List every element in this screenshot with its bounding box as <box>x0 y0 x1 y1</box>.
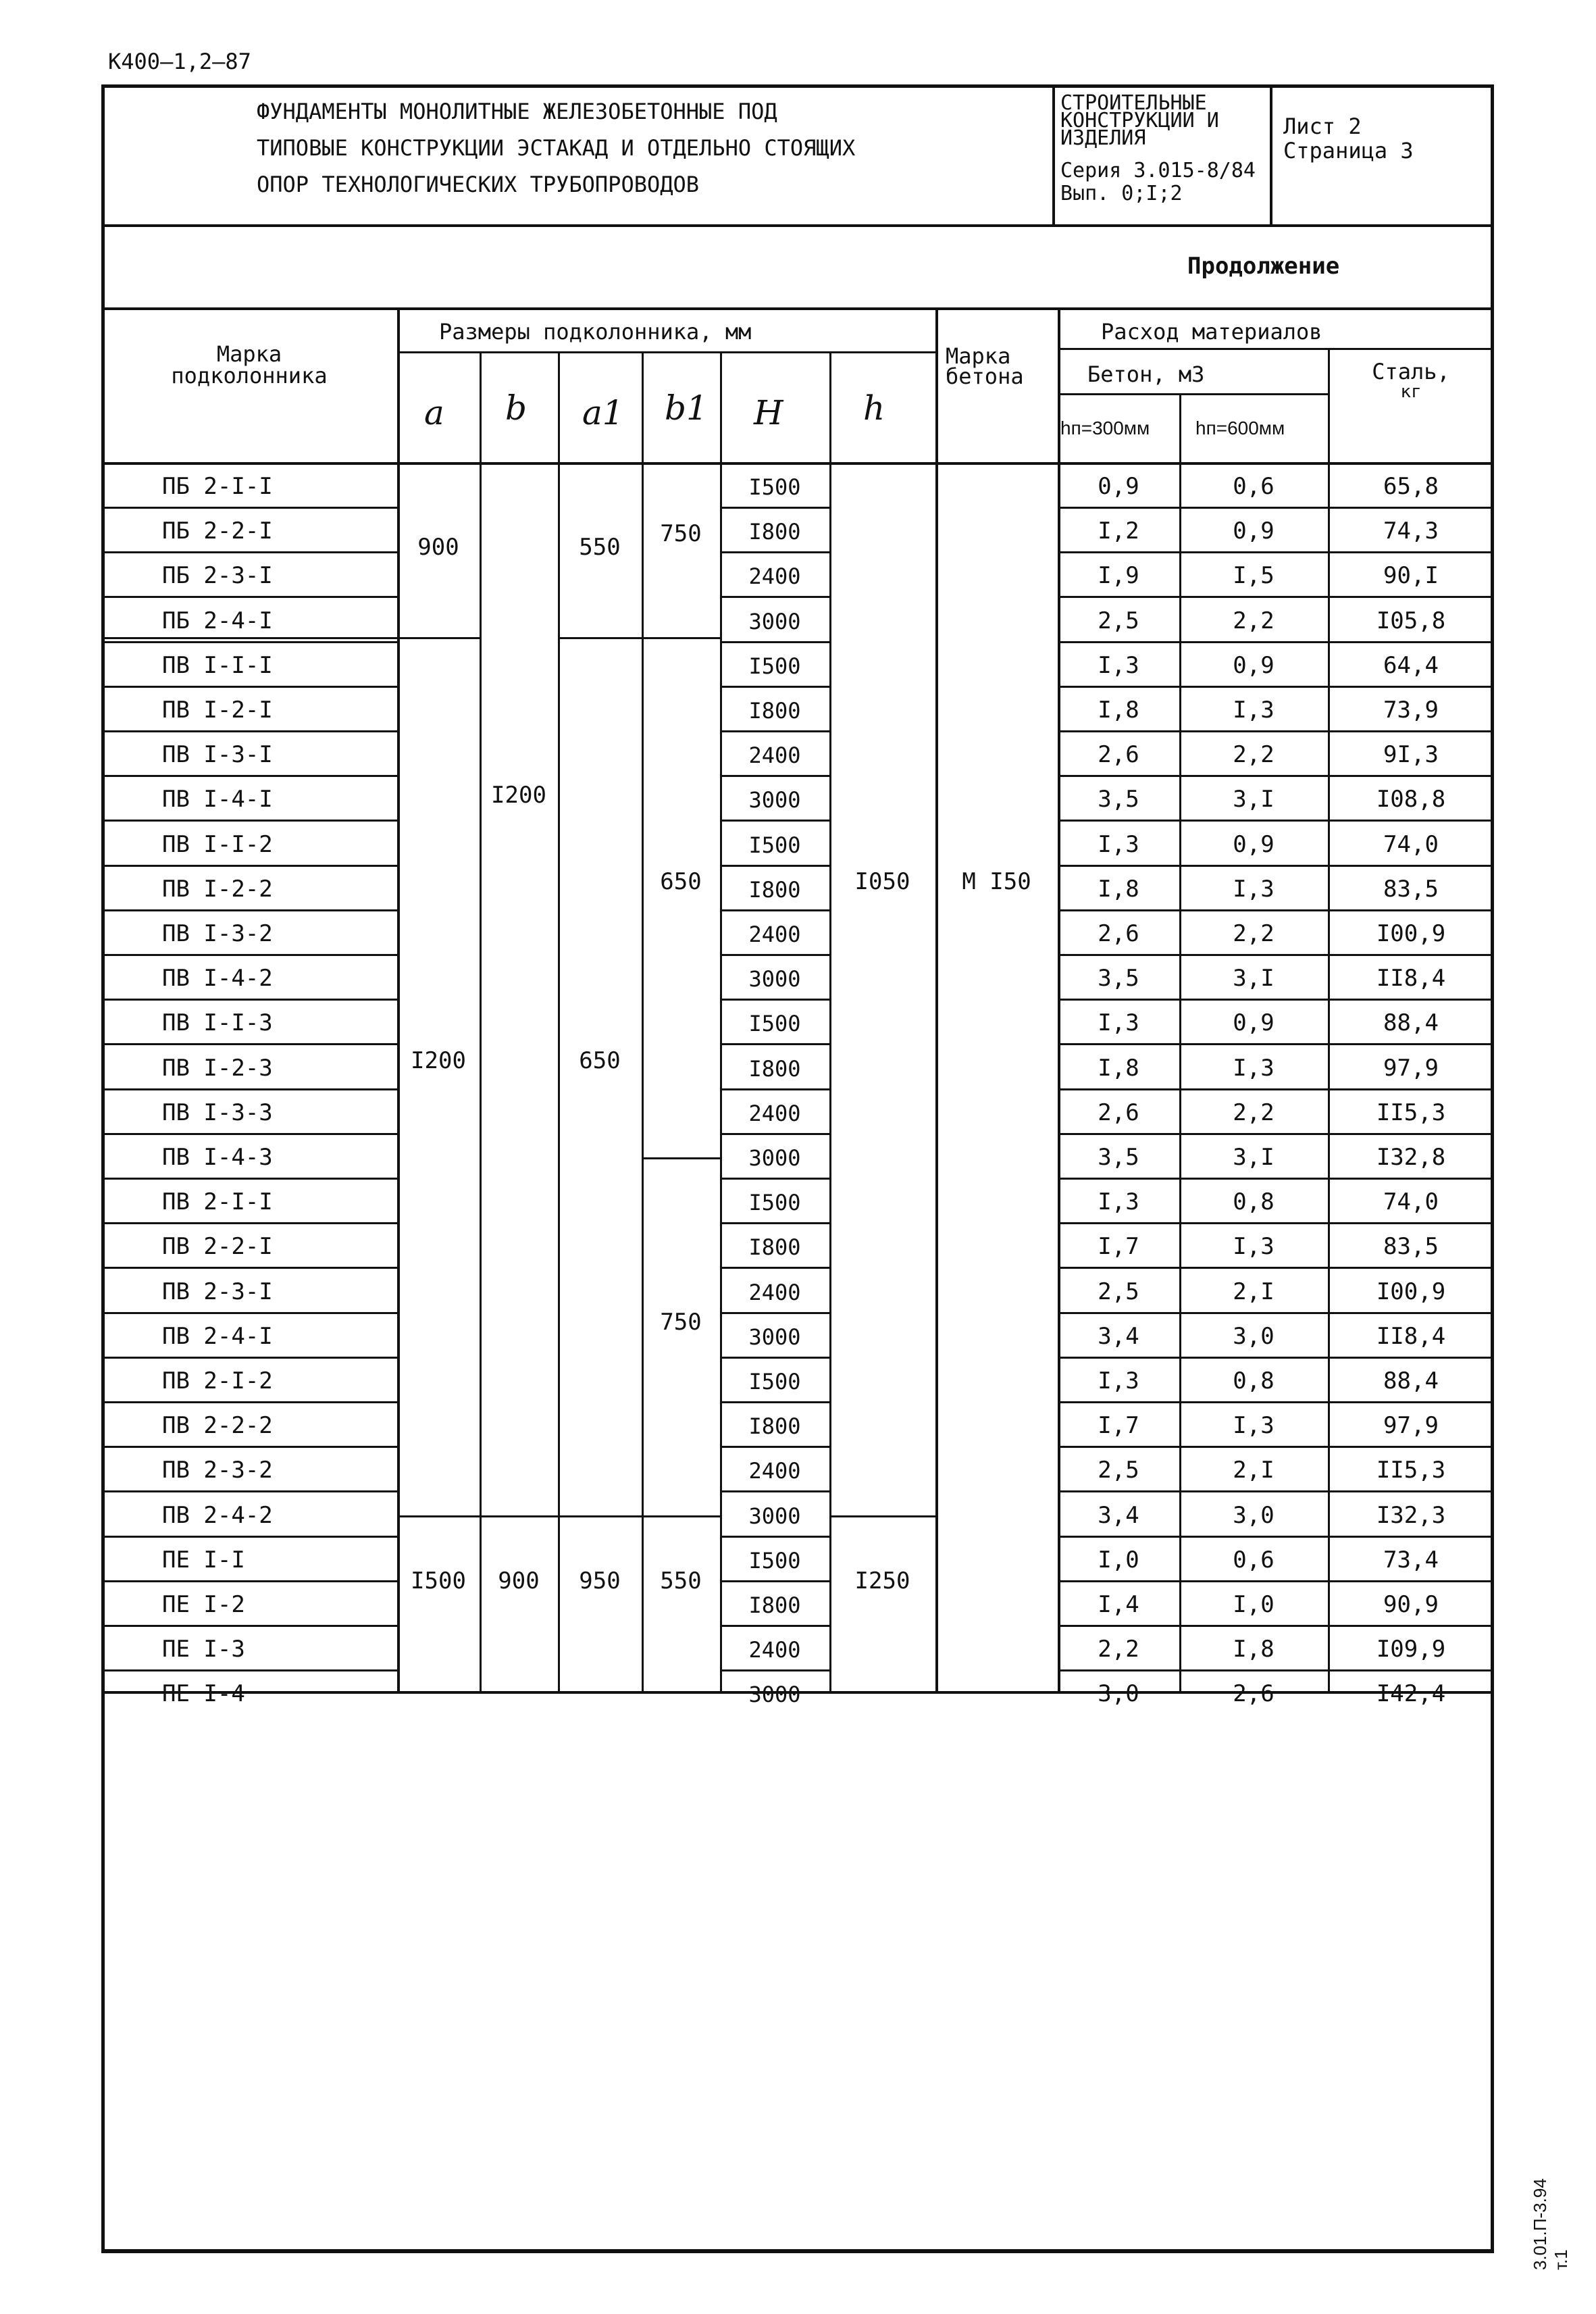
row-rule-materials <box>1058 954 1494 956</box>
row-steel: I00,9 <box>1376 920 1446 947</box>
row-rule-materials <box>1058 999 1494 1001</box>
row-concrete-300: 2,5 <box>1098 607 1139 634</box>
a-merged-2: I200 <box>411 1047 466 1074</box>
row-H: 3000 <box>748 609 801 634</box>
row-H: I500 <box>748 653 801 679</box>
row-rule-H <box>720 909 829 911</box>
row-concrete-600: I,3 <box>1233 1233 1275 1260</box>
header-dim-b: b <box>505 388 527 428</box>
row-concrete-600: 3,0 <box>1233 1323 1275 1350</box>
a1-merged-2: 650 <box>579 1047 621 1074</box>
header-dim-a: a <box>424 393 444 432</box>
row-rule-H <box>720 551 829 553</box>
row-rule-materials <box>1058 1043 1494 1045</box>
group-rule-2-b1 <box>642 1157 720 1159</box>
col-line-b1 <box>642 351 644 1692</box>
row-rule-H <box>720 1357 829 1359</box>
row-rule-H <box>720 730 829 732</box>
row-concrete-600: 0,8 <box>1233 1188 1275 1215</box>
row-mark: ПБ 2-I-I <box>162 473 273 500</box>
header-mark-line-2: подколонника <box>171 363 328 388</box>
header-steel-line-2: кг <box>1400 382 1422 402</box>
header-dim-b1: b1 <box>665 388 708 428</box>
row-rule-mark <box>101 1267 397 1269</box>
row-H: I500 <box>748 832 801 858</box>
row-rule-materials <box>1058 1178 1494 1180</box>
row-concrete-600: 3,I <box>1233 1144 1275 1171</box>
row-concrete-300: 0,9 <box>1098 473 1139 500</box>
row-mark: ПБ 2-4-I <box>162 607 273 634</box>
header-bottom-rule <box>101 462 1494 465</box>
row-concrete-600: 0,8 <box>1233 1367 1275 1394</box>
row-concrete-600: 2,6 <box>1233 1680 1275 1707</box>
header-steel <box>1328 361 1494 402</box>
row-H: I500 <box>748 1011 801 1036</box>
row-steel: 74,3 <box>1383 518 1439 545</box>
row-rule-materials <box>1058 641 1494 643</box>
row-mark: ПВ I-2-I <box>162 697 273 724</box>
row-concrete-600: 0,6 <box>1233 473 1275 500</box>
row-H: 3000 <box>748 966 801 992</box>
row-concrete-300: 3,5 <box>1098 965 1139 992</box>
concrete-header-rule <box>1058 393 1328 395</box>
row-mark: ПВ I-4-3 <box>162 1144 273 1171</box>
materials-header-rule <box>1058 348 1494 350</box>
row-concrete-600: 0,9 <box>1233 831 1275 858</box>
row-mark: ПБ 2-2-I <box>162 518 273 545</box>
row-concrete-300: 2,5 <box>1098 1457 1139 1484</box>
row-concrete-300: I,9 <box>1098 562 1139 589</box>
row-steel: 90,9 <box>1383 1591 1439 1618</box>
row-rule-mark <box>101 1669 397 1671</box>
series-line-3: ИЗДЕЛИЯ <box>1060 126 1146 150</box>
row-mark: ПВ 2-2-I <box>162 1233 273 1260</box>
header-concrete: Бетон, м3 <box>1087 361 1205 387</box>
row-rule-H <box>720 1580 829 1582</box>
row-concrete-300: I,2 <box>1098 518 1139 545</box>
row-concrete-300: I,3 <box>1098 652 1139 679</box>
row-H: I800 <box>748 1413 801 1439</box>
row-rule-mark <box>101 954 397 956</box>
row-rule-H <box>720 686 829 688</box>
row-rule-H <box>720 641 829 643</box>
row-H: 2400 <box>748 1101 801 1126</box>
row-rule-mark <box>101 865 397 867</box>
row-steel: I00,9 <box>1376 1278 1446 1305</box>
row-concrete-300: I,8 <box>1098 1055 1139 1082</box>
title-block-bottom-rule <box>101 224 1494 227</box>
row-mark: ПВ I-I-2 <box>162 831 273 858</box>
row-concrete-600: 0,9 <box>1233 652 1275 679</box>
row-rule-mark <box>101 507 397 509</box>
row-steel: 97,9 <box>1383 1055 1439 1082</box>
row-mark: ПВ 2-4-2 <box>162 1502 273 1529</box>
row-rule-mark <box>101 1357 397 1359</box>
row-H: I800 <box>748 1592 801 1618</box>
row-rule-materials <box>1058 1490 1494 1492</box>
row-steel: I42,4 <box>1376 1680 1446 1707</box>
title-line-3: ОПОР ТЕХНОЛОГИЧЕСКИХ ТРУБОПРОВОДОВ <box>257 172 700 197</box>
row-concrete-300: 2,6 <box>1098 920 1139 947</box>
group-rule-3-dims <box>397 1515 720 1517</box>
row-steel: 97,9 <box>1383 1412 1439 1439</box>
b1-merged-4: 550 <box>660 1567 702 1594</box>
row-concrete-300: I,0 <box>1098 1546 1139 1574</box>
row-rule-H <box>720 954 829 956</box>
row-concrete-600: 0,9 <box>1233 518 1275 545</box>
row-H: I500 <box>748 1369 801 1394</box>
row-rule-materials <box>1058 596 1494 598</box>
row-rule-materials <box>1058 507 1494 509</box>
row-rule-mark <box>101 1312 397 1314</box>
row-rule-mark <box>101 641 397 643</box>
row-H: 2400 <box>748 922 801 947</box>
row-concrete-600: I,5 <box>1233 562 1275 589</box>
row-rule-mark <box>101 1088 397 1090</box>
row-concrete-300: 3,5 <box>1098 1144 1139 1171</box>
row-rule-H <box>720 1043 829 1045</box>
header-dim-h: h <box>863 388 885 428</box>
b1-merged-2: 650 <box>660 868 702 895</box>
concrete-grade-merged: М I50 <box>962 868 1031 895</box>
row-rule-materials <box>1058 1312 1494 1314</box>
row-rule-mark <box>101 730 397 732</box>
row-mark: ПВ I-I-I <box>162 652 273 679</box>
row-concrete-600: 2,I <box>1233 1457 1275 1484</box>
b1-merged-1: 750 <box>660 520 702 547</box>
b-merged-2: 900 <box>498 1567 540 1594</box>
series-line-2: КОНСТРУКЦИИ И <box>1060 109 1219 132</box>
row-H: I800 <box>748 877 801 903</box>
b1-merged-3: 750 <box>660 1309 702 1336</box>
page-number: Страница 3 <box>1283 138 1414 164</box>
row-steel: 83,5 <box>1383 1233 1439 1260</box>
row-steel: II8,4 <box>1376 965 1446 992</box>
row-H: 3000 <box>748 1503 801 1529</box>
row-rule-materials <box>1058 1669 1494 1671</box>
row-rule-H <box>720 1401 829 1403</box>
title-block-divider-1 <box>1052 84 1055 226</box>
row-concrete-300: I,3 <box>1098 831 1139 858</box>
row-rule-mark <box>101 999 397 1001</box>
row-H: I800 <box>748 1234 801 1260</box>
row-rule-materials <box>1058 775 1494 777</box>
row-rule-materials <box>1058 730 1494 732</box>
row-mark: ПЕ I-2 <box>162 1591 245 1618</box>
row-rule-H <box>720 1088 829 1090</box>
title-line-2: ТИПОВЫЕ КОНСТРУКЦИИ ЭСТАКАД И ОТДЕЛЬНО СТОЯЩИХ <box>257 135 856 161</box>
header-steel-line-1: Сталь, <box>1372 359 1450 384</box>
row-rule-materials <box>1058 686 1494 688</box>
row-rule-materials <box>1058 1446 1494 1448</box>
row-rule-materials <box>1058 1357 1494 1359</box>
row-concrete-300: I,8 <box>1098 697 1139 724</box>
row-concrete-600: 2,2 <box>1233 920 1275 947</box>
row-rule-mark <box>101 1178 397 1180</box>
row-rule-materials <box>1058 1267 1494 1269</box>
row-mark: ПВ I-2-3 <box>162 1055 273 1082</box>
row-steel: I08,8 <box>1376 786 1446 813</box>
row-rule-mark <box>101 1490 397 1492</box>
row-concrete-300: 3,5 <box>1098 786 1139 813</box>
row-concrete-600: I,0 <box>1233 1591 1275 1618</box>
row-rule-materials <box>1058 1222 1494 1224</box>
row-steel: II5,3 <box>1376 1457 1446 1484</box>
row-rule-materials <box>1058 1088 1494 1090</box>
row-rule-materials <box>1058 551 1494 553</box>
row-concrete-300: I,3 <box>1098 1188 1139 1215</box>
row-H: I800 <box>748 1056 801 1082</box>
sizes-header-rule <box>397 351 937 353</box>
row-steel: 9I,3 <box>1383 741 1439 768</box>
header-h600: hп=600мм <box>1195 418 1285 438</box>
row-steel: 83,5 <box>1383 876 1439 903</box>
row-rule-mark <box>101 775 397 777</box>
row-rule-H <box>720 1222 829 1224</box>
h-merged-2: I250 <box>854 1567 910 1594</box>
row-rule-H <box>720 1536 829 1538</box>
row-steel: I09,9 <box>1376 1636 1446 1663</box>
row-rule-mark <box>101 596 397 598</box>
row-concrete-300: I,7 <box>1098 1412 1139 1439</box>
row-concrete-600: 0,6 <box>1233 1546 1275 1574</box>
title-block-divider-2 <box>1270 84 1272 226</box>
group-rule-1-a1b1 <box>558 637 720 639</box>
row-H: I500 <box>748 1190 801 1215</box>
row-mark: ПВ I-3-3 <box>162 1099 273 1126</box>
row-rule-H <box>720 999 829 1001</box>
document-code: К400–1,2–87 <box>108 49 251 74</box>
row-rule-H <box>720 1669 829 1671</box>
group-rule-1-mark <box>101 637 397 639</box>
row-mark: ПВ I-I-3 <box>162 1009 273 1036</box>
row-concrete-600: 3,I <box>1233 786 1275 813</box>
row-concrete-300: 2,5 <box>1098 1278 1139 1305</box>
row-mark: ПЕ I-I <box>162 1546 245 1574</box>
row-concrete-600: I,8 <box>1233 1636 1275 1663</box>
row-concrete-300: 3,0 <box>1098 1680 1139 1707</box>
row-concrete-300: I,3 <box>1098 1009 1139 1036</box>
row-rule-mark <box>101 909 397 911</box>
row-concrete-600: 2,I <box>1233 1278 1275 1305</box>
row-H: I500 <box>748 474 801 500</box>
row-concrete-300: 3,4 <box>1098 1502 1139 1529</box>
group-rule-1-a <box>397 637 480 639</box>
row-rule-materials <box>1058 1580 1494 1582</box>
row-mark: ПВ 2-I-2 <box>162 1367 273 1394</box>
row-mark: ПБ 2-3-I <box>162 562 273 589</box>
row-mark: ПВ I-3-I <box>162 741 273 768</box>
row-rule-materials <box>1058 1625 1494 1627</box>
row-steel: 74,0 <box>1383 831 1439 858</box>
table-top-rule <box>101 307 1494 310</box>
row-mark: ПЕ I-3 <box>162 1636 245 1663</box>
row-steel: 73,4 <box>1383 1546 1439 1574</box>
row-steel: I05,8 <box>1376 607 1446 634</box>
row-rule-H <box>720 1625 829 1627</box>
row-concrete-300: 2,2 <box>1098 1636 1139 1663</box>
col-line-grade <box>935 307 938 1692</box>
row-concrete-600: 2,2 <box>1233 741 1275 768</box>
row-steel: I32,8 <box>1376 1144 1446 1171</box>
row-concrete-300: I,4 <box>1098 1591 1139 1618</box>
continuation-label: Продолжение <box>1187 253 1340 280</box>
row-mark: ПВ 2-3-2 <box>162 1457 273 1484</box>
header-sizes: Размеры подколонника, мм <box>439 319 752 345</box>
row-rule-mark <box>101 1043 397 1045</box>
row-concrete-300: I,7 <box>1098 1233 1139 1260</box>
row-concrete-600: I,3 <box>1233 1412 1275 1439</box>
row-steel: 88,4 <box>1383 1009 1439 1036</box>
row-concrete-300: 3,4 <box>1098 1323 1139 1350</box>
row-H: I800 <box>748 698 801 724</box>
row-H: 2400 <box>748 1280 801 1305</box>
header-h300: hп=300мм <box>1060 418 1150 438</box>
row-rule-H <box>720 820 829 822</box>
row-rule-materials <box>1058 909 1494 911</box>
header-concrete-grade-line-1: Марка <box>946 343 1011 369</box>
row-rule-mark <box>101 1536 397 1538</box>
row-rule-materials <box>1058 1536 1494 1538</box>
series-number: Серия 3.015-8/84 <box>1060 159 1256 182</box>
row-rule-H <box>720 1490 829 1492</box>
row-steel: 65,8 <box>1383 473 1439 500</box>
row-mark: ПВ 2-3-I <box>162 1278 273 1305</box>
col-line-a <box>397 307 400 1692</box>
row-concrete-600: 2,2 <box>1233 1099 1275 1126</box>
row-rule-materials <box>1058 820 1494 822</box>
header-dim-H: H <box>754 393 783 432</box>
a-merged-1: 900 <box>417 534 459 561</box>
row-mark: ПВ I-2-2 <box>162 876 273 903</box>
row-steel: 88,4 <box>1383 1367 1439 1394</box>
row-rule-mark <box>101 1625 397 1627</box>
row-concrete-300: 2,6 <box>1098 1099 1139 1126</box>
row-H: 3000 <box>748 1682 801 1707</box>
a-merged-3: I500 <box>411 1567 466 1594</box>
row-rule-mark <box>101 686 397 688</box>
row-H: 2400 <box>748 563 801 589</box>
row-rule-H <box>720 1267 829 1269</box>
row-mark: ПВ I-3-2 <box>162 920 273 947</box>
row-steel: 74,0 <box>1383 1188 1439 1215</box>
row-rule-mark <box>101 1222 397 1224</box>
row-concrete-600: 3,0 <box>1233 1502 1275 1529</box>
row-mark: ПВ I-4-I <box>162 786 273 813</box>
row-concrete-600: 2,2 <box>1233 607 1275 634</box>
row-steel: 64,4 <box>1383 652 1439 679</box>
row-H: 3000 <box>748 787 801 813</box>
row-steel: I32,3 <box>1376 1502 1446 1529</box>
col-line-b <box>480 351 482 1692</box>
row-concrete-600: I,3 <box>1233 1055 1275 1082</box>
row-rule-materials <box>1058 1401 1494 1403</box>
issue-number: Вып. 0;I;2 <box>1060 182 1183 205</box>
row-H: I500 <box>748 1548 801 1574</box>
a1-merged-1: 550 <box>579 534 621 561</box>
row-rule-H <box>720 507 829 509</box>
a1-merged-3: 950 <box>579 1567 621 1594</box>
row-rule-H <box>720 1133 829 1135</box>
row-mark: ПЕ I-4 <box>162 1680 245 1707</box>
row-H: 3000 <box>748 1145 801 1171</box>
row-rule-H <box>720 596 829 598</box>
row-H: 3000 <box>748 1324 801 1350</box>
group-rule-3-h <box>829 1515 935 1517</box>
b-merged-1: I200 <box>491 782 546 809</box>
header-dim-a1: a1 <box>582 393 624 432</box>
header-materials: Расход материалов <box>1101 319 1322 345</box>
row-steel: II8,4 <box>1376 1323 1446 1350</box>
row-H: 2400 <box>748 1637 801 1663</box>
row-rule-mark <box>101 551 397 553</box>
row-rule-mark <box>101 1446 397 1448</box>
row-rule-mark <box>101 1133 397 1135</box>
row-mark: ПВ I-4-2 <box>162 965 273 992</box>
row-mark: ПВ 2-4-I <box>162 1323 273 1350</box>
header-concrete-grade-line-2: бетона <box>946 363 1024 389</box>
row-H: I800 <box>748 519 801 545</box>
series-line-1: СТРОИТЕЛЬНЫЕ <box>1060 91 1207 115</box>
row-rule-H <box>720 1312 829 1314</box>
row-rule-mark <box>101 1580 397 1582</box>
row-concrete-300: I,3 <box>1098 1367 1139 1394</box>
row-concrete-600: I,3 <box>1233 697 1275 724</box>
h-merged-1: I050 <box>854 868 910 895</box>
header-concrete-grade <box>946 343 1024 389</box>
row-rule-mark <box>101 1401 397 1403</box>
col-line-h <box>829 351 831 1692</box>
row-rule-H <box>720 1446 829 1448</box>
title-line-1: ФУНДАМЕНТЫ МОНОЛИТНЫЕ ЖЕЛЕЗОБЕТОННЫЕ ПОД <box>257 99 777 124</box>
header-mark <box>101 343 397 386</box>
row-concrete-600: I,3 <box>1233 876 1275 903</box>
row-rule-H <box>720 865 829 867</box>
row-H: 2400 <box>748 1458 801 1484</box>
row-rule-materials <box>1058 1133 1494 1135</box>
row-steel: 73,9 <box>1383 697 1439 724</box>
row-concrete-300: 2,6 <box>1098 741 1139 768</box>
row-H: 2400 <box>748 743 801 768</box>
row-steel: 90,I <box>1383 562 1439 589</box>
sheet-number: Лист 2 <box>1283 114 1362 139</box>
row-concrete-300: I,8 <box>1098 876 1139 903</box>
row-rule-H <box>720 1178 829 1180</box>
row-steel: II5,3 <box>1376 1099 1446 1126</box>
side-note: 3.01.П-3.94 т.1 <box>1530 2178 1571 2270</box>
row-rule-H <box>720 775 829 777</box>
row-concrete-600: 0,9 <box>1233 1009 1275 1036</box>
row-rule-materials <box>1058 865 1494 867</box>
row-rule-mark <box>101 820 397 822</box>
header-mark-line-1: Марка <box>216 341 282 367</box>
row-concrete-600: 3,I <box>1233 965 1275 992</box>
row-mark: ПВ 2-2-2 <box>162 1412 273 1439</box>
row-mark: ПВ 2-I-I <box>162 1188 273 1215</box>
